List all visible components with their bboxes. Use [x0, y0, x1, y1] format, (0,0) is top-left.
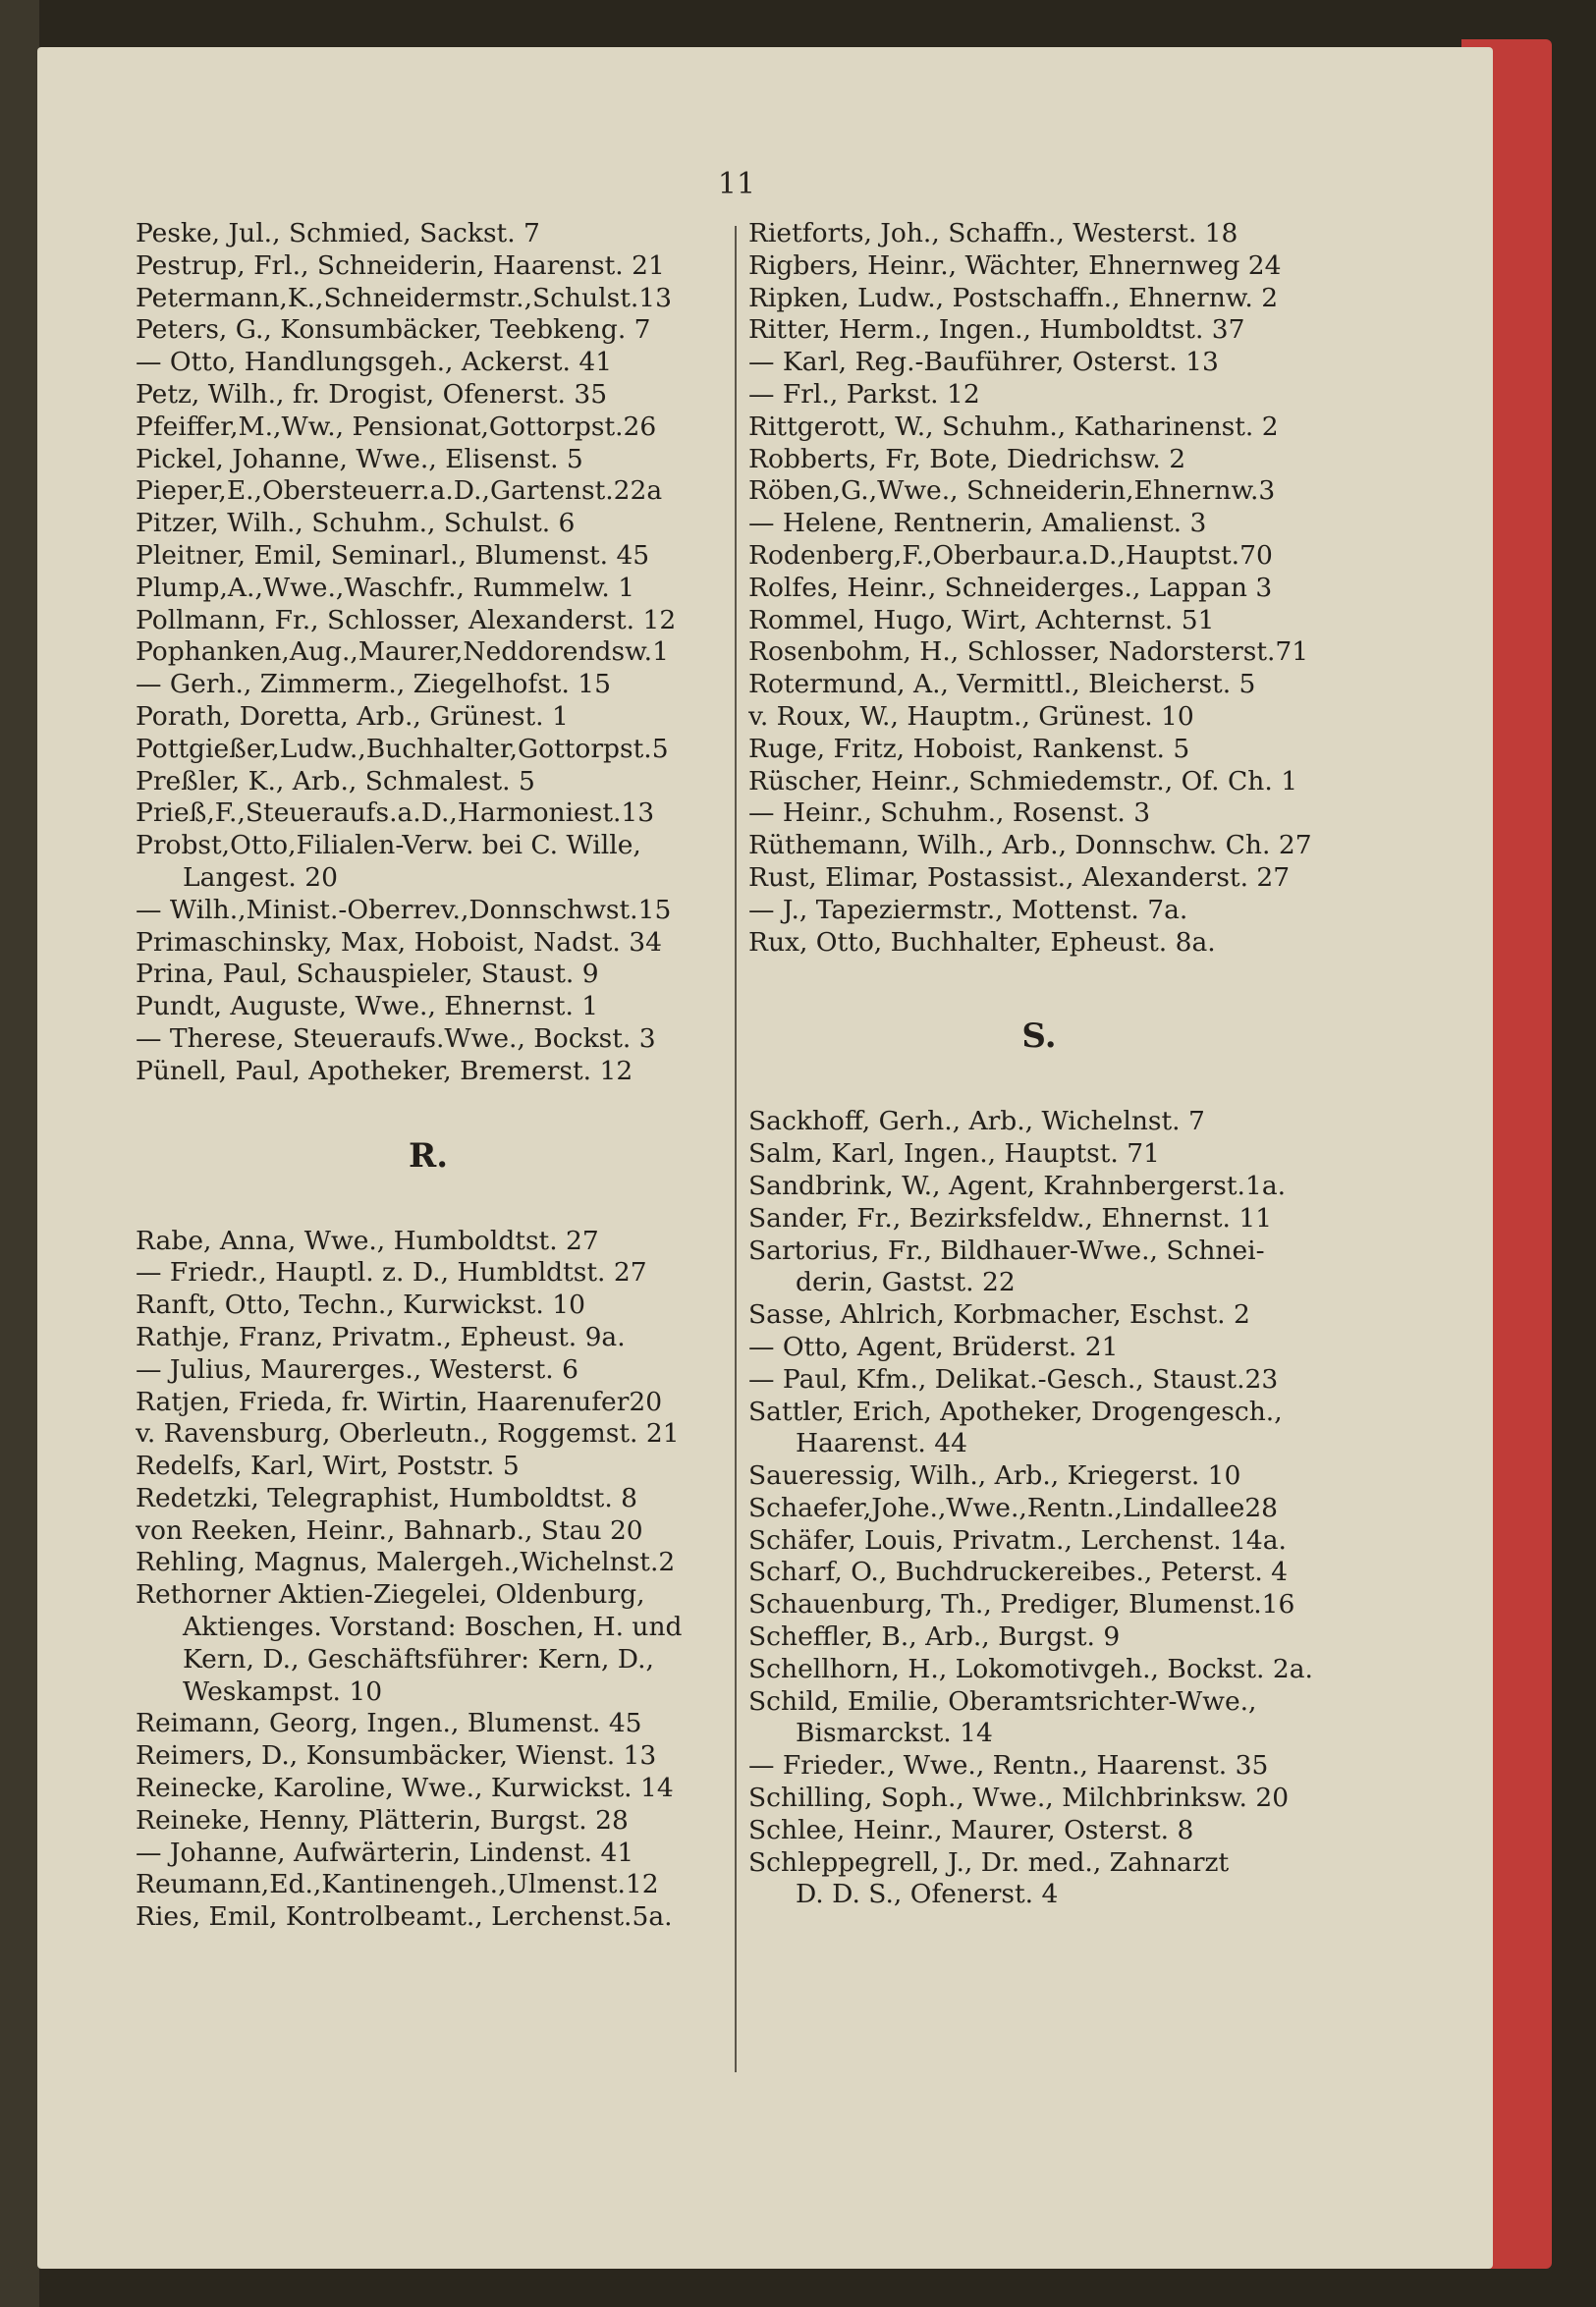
directory-entry: Pieper,E.,Obersteuerr.a.D.,Gartenst.22a — [136, 475, 663, 507]
directory-entry: Prieß,F.,Steueraufs.a.D.,Harmoniest.13 — [136, 797, 655, 829]
directory-entry: — Wilh.,Minist.-Oberrev.,Donnschwst.15 — [136, 894, 672, 925]
directory-entry: Rüscher, Heinr., Schmiedemstr., Of. Ch. 1 — [748, 765, 1298, 796]
directory-entry: Ritter, Herm., Ingen., Humboldtst. 37 — [748, 314, 1245, 346]
directory-entry: Ruge, Fritz, Hoboist, Rankenst. 5 — [748, 733, 1190, 764]
directory-entry: Schlee, Heinr., Maurer, Osterst. 8 — [748, 1814, 1194, 1845]
directory-entry: Pleitner, Emil, Seminarl., Blumenst. 45 — [136, 539, 650, 571]
directory-entry: Langest. 20 — [183, 861, 338, 893]
directory-entry: v. Roux, W., Hauptm., Grünest. 10 — [748, 700, 1194, 732]
directory-entry: Reineke, Henny, Plätterin, Burgst. 28 — [136, 1804, 629, 1836]
directory-entry: Rietforts, Joh., Schaffn., Westerst. 18 — [748, 218, 1238, 248]
directory-entry: derin, Gastst. 22 — [796, 1267, 1016, 1298]
directory-entry: Redetzki, Telegraphist, Humboldtst. 8 — [136, 1482, 638, 1513]
entries-p-block — [136, 218, 721, 1088]
directory-entry: Pitzer, Wilh., Schuhm., Schulst. 6 — [136, 508, 576, 539]
right-column — [748, 218, 1330, 1911]
directory-entry: Preßler, K., Arb., Schmalest. 5 — [136, 765, 535, 796]
directory-entry: Pfeiffer,M.,Ww., Pensionat,Gottorpst.26 — [136, 411, 657, 442]
directory-entry: Pottgießer,Ludw.,Buchhalter,Gottorpst.5 — [136, 733, 669, 764]
entries-r-block-continued — [748, 218, 1330, 959]
directory-entry: Porath, Doretta, Arb., Grünest. 1 — [136, 700, 569, 732]
directory-entry: Pophanken,Aug.,Maurer,Neddorendsw.1 — [136, 636, 669, 668]
directory-entry: Schaefer,Johe.,Wwe.,Rentn.,Lindallee28 — [748, 1492, 1279, 1523]
directory-entry: — Karl, Reg.-Bauführer, Osterst. 13 — [748, 347, 1219, 378]
directory-entry: — Gerh., Zimmerm., Ziegelhofst. 15 — [136, 669, 612, 700]
directory-entry: — Otto, Handlungsgeh., Ackerst. 41 — [136, 347, 613, 378]
directory-entry: Rodenberg,F.,Oberbaur.a.D.,Hauptst.70 — [748, 539, 1273, 571]
directory-entry: Ranft, Otto, Techn., Kurwickst. 10 — [136, 1290, 585, 1321]
directory-entry: — Paul, Kfm., Delikat.-Gesch., Staust.23 — [748, 1363, 1279, 1395]
directory-entry: Schellhorn, H., Lokomotivgeh., Bockst. 2a. — [748, 1653, 1313, 1684]
directory-entry: — Otto, Agent, Brüderst. 21 — [748, 1331, 1119, 1362]
directory-entry: — Therese, Steueraufs.Wwe., Bockst. 3 — [136, 1022, 656, 1054]
directory-entry: Plump,A.,Wwe.,Waschfr., Rummelw. 1 — [136, 572, 635, 603]
directory-entry: von Reeken, Heinr., Bahnarb., Stau 20 — [136, 1514, 643, 1546]
directory-entry: Rüthemann, Wilh., Arb., Donnschw. Ch. 27 — [748, 830, 1312, 861]
directory-entry: Petz, Wilh., fr. Drogist, Ofenerst. 35 — [136, 378, 608, 410]
directory-entry: Scheffler, B., Arb., Burgst. 9 — [748, 1621, 1121, 1653]
directory-entry: Ripken, Ludw., Postschaffn., Ehnernw. 2 — [748, 282, 1279, 313]
directory-entry: Petermann,K.,Schneidermstr.,Schulst.13 — [136, 282, 673, 313]
directory-entry: Primaschinsky, Max, Hoboist, Nadst. 34 — [136, 926, 662, 958]
directory-entry: Sackhoff, Gerh., Arb., Wichelnst. 7 — [748, 1106, 1205, 1137]
directory-entry: — Frieder., Wwe., Rentn., Haarenst. 35 — [748, 1750, 1269, 1782]
directory-entry: Aktienges. Vorstand: Boschen, H. und — [183, 1612, 683, 1643]
directory-entry: Reumann,Ed.,Kantinengeh.,Ulmenst.12 — [136, 1869, 659, 1900]
directory-entry: Rethorner Aktien-Ziegelei, Oldenburg, — [136, 1579, 645, 1611]
directory-entry: Rommel, Hugo, Wirt, Achternst. 51 — [748, 604, 1215, 635]
directory-entry: Prina, Paul, Schauspieler, Staust. 9 — [136, 959, 599, 990]
directory-entry: Reimann, Georg, Ingen., Blumenst. 45 — [136, 1708, 642, 1739]
directory-entry: Rigbers, Heinr., Wächter, Ehnernweg 24 — [748, 249, 1282, 281]
column-divider — [735, 226, 737, 2072]
directory-entry: Rust, Elimar, Postassist., Alexanderst. 27 — [748, 861, 1291, 893]
directory-entry: Sartorius, Fr., Bildhauer-Wwe., Schnei- — [748, 1235, 1265, 1266]
directory-entry: Probst,Otto,Filialen-Verw. bei C. Wille, — [136, 830, 641, 861]
directory-entry: Rosenbohm, H., Schlosser, Nadorsterst.71 — [748, 636, 1309, 668]
directory-entry: — Heinr., Schuhm., Rosenst. 3 — [748, 797, 1151, 829]
directory-entry: Pünell, Paul, Apotheker, Bremerst. 12 — [136, 1055, 633, 1086]
directory-entry: Salm, Karl, Ingen., Hauptst. 71 — [748, 1138, 1160, 1170]
directory-entry: Sasse, Ahlrich, Korbmacher, Eschst. 2 — [748, 1299, 1250, 1331]
directory-entry: Haarenst. 44 — [796, 1428, 967, 1459]
book-spine — [0, 0, 39, 2307]
directory-entry: Schäfer, Louis, Privatm., Lerchenst. 14a. — [748, 1524, 1287, 1556]
directory-entry: Röben,G.,Wwe., Schneiderin,Ehnernw.3 — [748, 475, 1276, 507]
directory-entry: Peters, G., Konsumbäcker, Teebkeng. 7 — [136, 314, 651, 346]
directory-entry: Schilling, Soph., Wwe., Milchbrinksw. 20 — [748, 1783, 1290, 1814]
directory-entry: Rotermund, A., Vermittl., Bleicherst. 5 — [748, 669, 1256, 700]
directory-entry: D. D. S., Ofenerst. 4 — [796, 1879, 1059, 1910]
entries-s-block — [748, 1106, 1330, 1911]
page-number: 11 — [717, 167, 756, 201]
directory-entry: Rabe, Anna, Wwe., Humboldtst. 27 — [136, 1225, 599, 1256]
directory-entry: v. Ravensburg, Oberleutn., Roggemst. 21 — [136, 1418, 680, 1450]
directory-entry: — J., Tapeziermstr., Mottenst. 7a. — [748, 894, 1188, 925]
directory-entry: Schauenburg, Th., Prediger, Blumenst.16 — [748, 1589, 1295, 1620]
section-heading-s: S. — [1021, 1016, 1057, 1057]
directory-entry: Rehling, Magnus, Malergeh.,Wichelnst.2 — [136, 1547, 676, 1578]
directory-entry: Ries, Emil, Kontrolbeamt., Lerchenst.5a. — [136, 1901, 673, 1933]
directory-entry: Pestrup, Frl., Schneiderin, Haarenst. 21 — [136, 249, 665, 281]
directory-entry: Reimers, D., Konsumbäcker, Wienst. 13 — [136, 1740, 657, 1772]
directory-entry: Schild, Emilie, Oberamtsrichter-Wwe., — [748, 1685, 1257, 1717]
entries-r-block — [136, 1226, 721, 1935]
directory-entry: — Julius, Maurerges., Westerst. 6 — [136, 1353, 578, 1385]
directory-entry: Peske, Jul., Schmied, Sackst. 7 — [136, 218, 540, 248]
directory-entry: Ratjen, Frieda, fr. Wirtin, Haarenufer20 — [136, 1386, 663, 1417]
directory-entry: Kern, D., Geschäftsführer: Kern, D., — [183, 1643, 654, 1675]
directory-entry: Sattler, Erich, Apotheker, Drogengesch., — [748, 1396, 1283, 1427]
directory-entry: Schleppegrell, J., Dr. med., Zahnarzt — [748, 1846, 1230, 1878]
directory-entry: Rolfes, Heinr., Schneiderges., Lappan 3 — [748, 572, 1273, 603]
directory-entry: — Friedr., Hauptl. z. D., Humbldtst. 27 — [136, 1257, 647, 1289]
directory-entry: — Johanne, Aufwärterin, Lindenst. 41 — [136, 1837, 634, 1868]
directory-entry: Pickel, Johanne, Wwe., Elisenst. 5 — [136, 443, 583, 474]
directory-entry: Rux, Otto, Buchhalter, Epheust. 8a. — [748, 926, 1216, 958]
directory-entry: Weskampst. 10 — [183, 1675, 383, 1707]
directory-entry: Saueressig, Wilh., Arb., Kriegerst. 10 — [748, 1460, 1241, 1492]
directory-entry: Reinecke, Karoline, Wwe., Kurwickst. 14 — [136, 1773, 674, 1804]
directory-entry: — Frl., Parkst. 12 — [748, 378, 980, 410]
directory-entry: Redelfs, Karl, Wirt, Poststr. 5 — [136, 1451, 520, 1482]
directory-entry: Pollmann, Fr., Schlosser, Alexanderst. 12 — [136, 604, 677, 635]
directory-entry: Sander, Fr., Bezirksfeldw., Ehnernst. 11 — [748, 1202, 1273, 1234]
directory-entry: Robberts, Fr, Bote, Diedrichsw. 2 — [748, 443, 1186, 474]
directory-entry: Rathje, Franz, Privatm., Epheust. 9a. — [136, 1321, 626, 1352]
directory-entry: Pundt, Auguste, Wwe., Ehnernst. 1 — [136, 991, 599, 1022]
directory-entry: Bismarckst. 14 — [796, 1718, 993, 1749]
directory-entry: Scharf, O., Buchdruckereibes., Peterst. 4 — [748, 1557, 1289, 1588]
section-heading-r: R. — [408, 1135, 449, 1176]
directory-entry: Sandbrink, W., Agent, Krahnbergerst.1a. — [748, 1170, 1287, 1201]
directory-entry: — Helene, Rentnerin, Amalienst. 3 — [748, 508, 1207, 539]
left-column — [136, 218, 721, 1934]
directory-entry: Rittgerott, W., Schuhm., Katharinenst. 2 — [748, 411, 1279, 442]
